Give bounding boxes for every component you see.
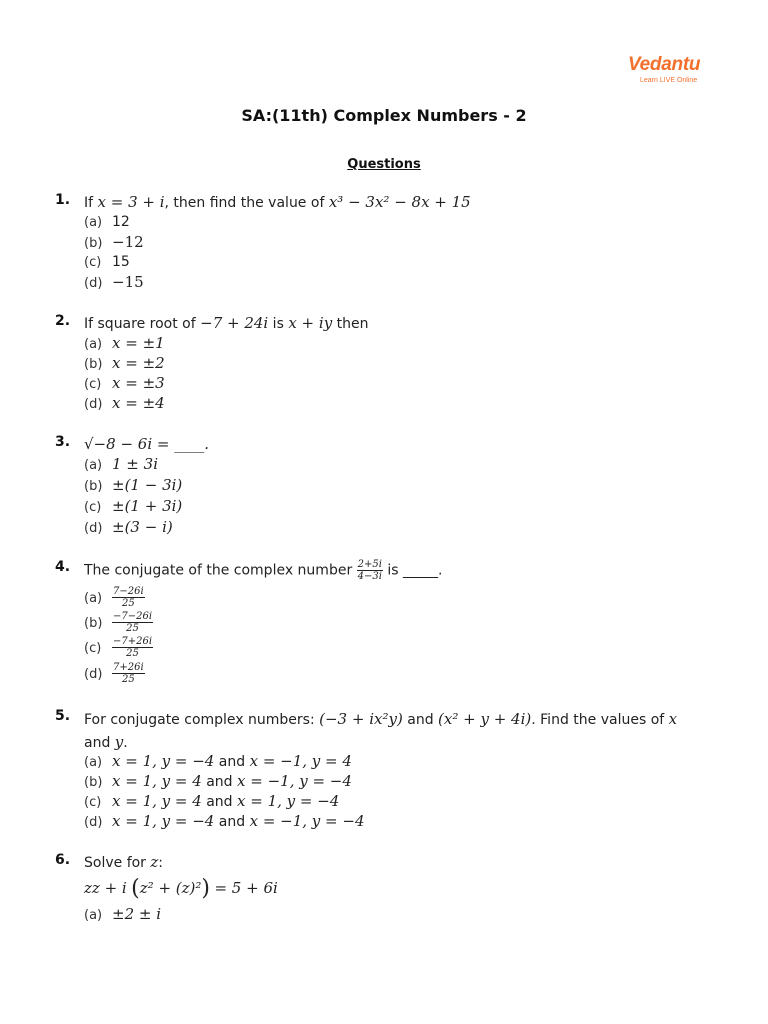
option-b xyxy=(84,232,144,252)
option-text: and xyxy=(201,794,238,810)
stem-text: . xyxy=(123,735,128,751)
option-label: (c) xyxy=(84,500,102,515)
stem-math: x = 3 + i xyxy=(97,193,165,211)
option-label: (b) xyxy=(84,357,103,372)
stem-text: and xyxy=(84,735,115,751)
section-heading: Questions xyxy=(347,157,421,172)
fraction-numerator: −7−26i xyxy=(113,611,153,622)
option-value: x = ±3 xyxy=(112,374,165,392)
question-stem xyxy=(84,708,724,754)
option-value: ±(1 + 3i) xyxy=(112,497,183,515)
question-stem xyxy=(84,313,724,334)
option-fraction xyxy=(112,636,153,659)
option-label: (a) xyxy=(84,755,103,770)
option-label: (b) xyxy=(84,236,103,251)
fraction-numerator: 7+26i xyxy=(113,662,144,673)
option-value: ±(1 − 3i) xyxy=(112,476,183,494)
option-d xyxy=(84,517,173,537)
option-text: and xyxy=(201,774,238,790)
option-label: (a) xyxy=(84,337,103,352)
document-title: SA:(11th) Complex Numbers - 2 xyxy=(241,106,527,125)
question-stem xyxy=(84,559,724,582)
option-c xyxy=(84,373,165,393)
question-number: 5. xyxy=(55,708,71,724)
option-c xyxy=(84,496,182,516)
option-label: (a) xyxy=(84,908,103,923)
option-d xyxy=(84,662,145,685)
option-a xyxy=(84,333,165,353)
stem-math: x xyxy=(668,710,678,728)
option-label: (c) xyxy=(84,377,102,392)
stem-text: and xyxy=(402,712,439,728)
option-b xyxy=(84,611,153,634)
option-a xyxy=(84,751,352,771)
stem-text: is xyxy=(268,316,289,332)
fraction-denominator: 25 xyxy=(126,648,139,659)
stem-math: √−8 − 6i = ____. xyxy=(84,435,209,453)
option-label: (d) xyxy=(84,397,103,412)
option-label: (d) xyxy=(84,666,103,682)
logo-wordmark: Vedantu xyxy=(628,54,701,75)
option-fraction xyxy=(112,611,153,634)
option-label: (d) xyxy=(84,276,103,291)
option-fraction xyxy=(112,586,145,609)
option-value: x = ±2 xyxy=(112,354,165,372)
stem-text: is _____. xyxy=(382,562,443,579)
option-label: (b) xyxy=(84,615,103,631)
equation-left: zz + i xyxy=(84,879,127,897)
stem-text: . Find the values of xyxy=(531,712,669,728)
option-value: 1 ± 3i xyxy=(112,455,158,473)
stem-text: : xyxy=(158,855,164,871)
option-b xyxy=(84,475,182,495)
option-b xyxy=(84,353,165,373)
stem-math: −7 + 24i xyxy=(200,314,269,332)
option-label: (d) xyxy=(84,815,103,830)
stem-text: then xyxy=(332,316,369,332)
fraction-denominator: 25 xyxy=(121,598,135,609)
fraction-numerator: 7−26i xyxy=(113,586,144,597)
stem-text: If square root of xyxy=(84,316,201,332)
stem-math: y xyxy=(114,733,124,751)
option-label: (c) xyxy=(84,255,102,270)
option-math: x = 1, y = −4 xyxy=(112,752,215,770)
stem-math: x + iy xyxy=(288,314,333,332)
question-number: 4. xyxy=(55,559,71,575)
fraction-denominator: 25 xyxy=(126,623,139,634)
option-value: −15 xyxy=(112,273,144,291)
option-a xyxy=(84,212,130,232)
question-stem xyxy=(84,192,724,213)
stem-fraction xyxy=(357,559,383,582)
option-math: x = −1, y = −4 xyxy=(249,812,365,830)
option-b xyxy=(84,771,352,791)
option-math: x = 1, y = −4 xyxy=(237,792,340,810)
option-label: (b) xyxy=(84,479,103,494)
option-a xyxy=(84,586,145,609)
option-label: (b) xyxy=(84,775,103,790)
option-value: ±(3 − i) xyxy=(112,518,173,536)
option-value: 15 xyxy=(112,254,130,270)
fraction-numerator: 2+5i xyxy=(357,559,382,570)
equation-inner: z² + (z)² xyxy=(139,879,202,897)
option-a xyxy=(84,454,158,474)
option-d xyxy=(84,811,365,831)
option-c xyxy=(84,636,153,659)
logo-tagline: Learn LIVE Online xyxy=(640,77,698,84)
fraction-numerator: −7+26i xyxy=(113,636,153,647)
option-d xyxy=(84,272,144,292)
stem-text: Solve for xyxy=(84,855,151,871)
option-math: x = −1, y = 4 xyxy=(249,752,352,770)
option-label: (a) xyxy=(84,590,103,606)
option-a xyxy=(84,904,161,924)
stem-math: (−3 + ix²y) xyxy=(319,710,403,728)
option-label: (c) xyxy=(84,795,102,810)
option-value: ±2 ± i xyxy=(112,905,162,923)
question-stem xyxy=(84,852,724,873)
equation-right: = 5 + 6i xyxy=(214,879,278,897)
question-number: 2. xyxy=(55,313,71,329)
stem-math: x³ − 3x² − 8x + 15 xyxy=(328,193,471,211)
stem-text: For conjugate complex numbers: xyxy=(84,712,320,728)
option-label: (d) xyxy=(84,521,103,536)
stem-math: z xyxy=(150,853,159,871)
option-label: (a) xyxy=(84,215,103,230)
equation xyxy=(84,874,278,902)
fraction-denominator: 25 xyxy=(121,674,135,685)
option-math: x = 1, y = −4 xyxy=(112,812,215,830)
question-number: 1. xyxy=(55,192,71,208)
question-stem xyxy=(84,434,724,455)
stem-text: The conjugate of the complex number xyxy=(84,562,357,579)
paren-open: ( xyxy=(131,876,140,901)
option-math: x = 1, y = 4 xyxy=(112,792,202,810)
paren-close: ) xyxy=(201,876,210,901)
option-fraction xyxy=(112,662,145,685)
option-value: x = ±4 xyxy=(112,394,165,412)
option-value: x = ±1 xyxy=(112,334,165,352)
option-text: and xyxy=(214,814,250,830)
option-math: x = −1, y = −4 xyxy=(237,772,352,790)
option-value: 12 xyxy=(112,214,130,230)
vedantu-logo xyxy=(628,54,708,88)
question-number: 3. xyxy=(55,434,71,450)
option-d xyxy=(84,393,165,413)
option-c xyxy=(84,791,339,811)
option-label: (c) xyxy=(84,640,102,656)
stem-text: If xyxy=(84,195,98,211)
stem-text: , then find the value of xyxy=(164,195,329,211)
fraction-denominator: 4−3i xyxy=(357,571,382,582)
option-value: −12 xyxy=(112,233,144,251)
question-number: 6. xyxy=(55,852,71,868)
option-math: x = 1, y = 4 xyxy=(112,772,202,790)
stem-math: (x² + y + 4i) xyxy=(438,710,532,728)
option-c xyxy=(84,252,130,272)
option-text: and xyxy=(214,754,250,770)
option-label: (a) xyxy=(84,458,103,473)
